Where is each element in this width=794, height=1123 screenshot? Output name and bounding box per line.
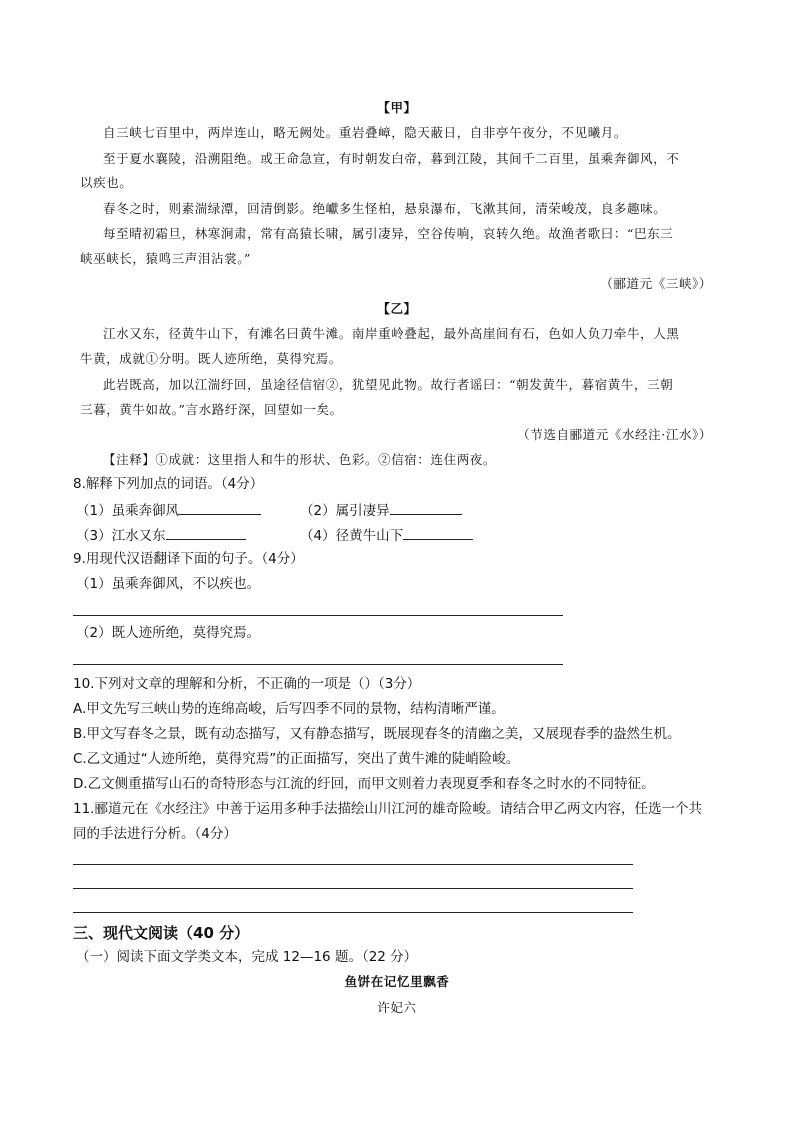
q9-answer-line-1[interactable]: [73, 615, 563, 616]
q9-stem: 9.用现代汉语翻译下面的句子。（4分）: [73, 551, 304, 567]
q8-item-2: [300, 500, 462, 520]
q8-item-3: [76, 525, 246, 545]
passage-jia-p2a: 至于夏水襄陵，沿溯阻绝。或王命急宣，有时朝发白帝，暮到江陵，其间千二百里，虽乘奔御风，不: [103, 151, 680, 166]
q8-item-4: [300, 525, 473, 545]
passage-jia-source: （郦道元《三峡》）: [600, 276, 712, 291]
essay-title: 鱼饼在记忆里飘香: [344, 974, 450, 989]
passage-yi-p1b: 牛黄，成就①分明。既人迹所绝，莫得究焉。: [80, 351, 343, 366]
q11-stem-line-1: 11.郦道元在《水经注》中善于运用多种手法描绘山川江河的雄奇险峻。请结合甲乙两文内容，任选一个共: [73, 801, 702, 817]
q8-stem: 8.解释下列加点的词语。（4分）: [73, 476, 264, 492]
q8-item-3-label: （3）江水又东: [76, 528, 166, 544]
q8-item-1: [76, 500, 261, 520]
passage-yi-p1a: 江水又东，径黄牛山下，有滩名曰黄牛滩。南岸重岭叠起，最外高崖间有石，色如人负刀牵牛，人黑: [103, 326, 680, 341]
passage-yi-note: 【注释】①成就：这里指人和牛的形状、色彩。②信宿：连住两夜。: [103, 452, 497, 467]
q10-option-d: D.乙文侧重描写山石的奇特形态与江流的纡回，而甲文则着力表现夏季和春冬之时水的不同特征。: [73, 776, 655, 792]
q11-stem-line-2: 同的手法进行分析。（4分）: [73, 826, 237, 842]
section-3-title: 三、现代文阅读（40 分）: [73, 924, 250, 942]
q8-item-4-label: （4）径黄牛山下: [300, 528, 404, 544]
passage-jia-p4a: 每至晴初霜旦，林寒涧肃，常有高猿长啸，属引凄异，空谷传响，哀转久绝。故渔者歌曰：“巴东三: [103, 226, 674, 241]
q11-answer-line-2[interactable]: [73, 888, 633, 889]
q11-answer-line-1[interactable]: [73, 864, 633, 865]
passage-yi-source: （节选自郦道元《水经注·江水》）: [517, 427, 712, 442]
passage-jia-label: 【甲】: [377, 100, 417, 115]
q10-option-a: A.甲文先写三峡山势的连绵高峻，后写四季不同的景物，结构清晰严谨。: [73, 701, 505, 717]
passage-yi-p2a: 此岩既高，加以江湍纡回，虽途径信宿②，犹望见此物。故行者谣曰：“朝发黄牛，暮宿黄牛，三朝: [103, 377, 674, 392]
section-3-sub: （一）阅读下面文学类文本，完成 12—16 题。（22 分）: [76, 949, 418, 965]
q8-item-2-label: （2）属引凄异: [300, 503, 390, 519]
q8-item-1-blank[interactable]: [179, 500, 261, 515]
passage-jia-p1: 自三峡七百里中，两岸连山，略无阙处。重岩叠嶂，隐天蔽日，自非亭午夜分，不见曦月。: [103, 125, 628, 140]
passage-jia-p2b: 以疾也。: [80, 175, 133, 190]
q9-item-1: （1）虽乘奔御风，不以疾也。: [76, 576, 261, 592]
q8-item-4-blank[interactable]: [403, 525, 473, 540]
q8-item-1-label: （1）虽乘奔御风: [76, 503, 180, 519]
q8-item-2-blank[interactable]: [390, 500, 462, 515]
q9-answer-line-2[interactable]: [73, 664, 563, 665]
q10-stem: 10.下列对文章的理解和分析，不正确的一项是（）（3分）: [73, 676, 421, 692]
q9-item-2: （2）既人迹所绝，莫得究焉。: [76, 625, 261, 641]
q10-option-b: B.甲文写春冬之景，既有动态描写，又有静态描写，既展现春冬的清幽之美，又展现春季的盎然生机。: [73, 726, 681, 742]
q11-answer-line-3[interactable]: [73, 912, 633, 913]
q8-item-3-blank[interactable]: [166, 525, 246, 540]
q10-option-c: C.乙文通过“人迹所绝，莫得究焉”的正面描写，突出了黄牛滩的陡峭险峻。: [73, 751, 520, 767]
passage-yi-p2b: 三暮，黄牛如故。”言水路纡深，回望如一矣。: [80, 402, 343, 417]
passage-jia-p4b: 峡巫峡长，猿鸣三声泪沾裳。”: [80, 251, 252, 266]
essay-author: 许妃六: [377, 1000, 417, 1015]
passage-jia-p3: 春冬之时，则素湍绿潭，回清倒影。绝巘多生怪柏，悬泉瀑布，飞漱其间，清荣峻茂，良多趣味。: [103, 201, 667, 216]
passage-yi-label: 【乙】: [377, 301, 417, 316]
